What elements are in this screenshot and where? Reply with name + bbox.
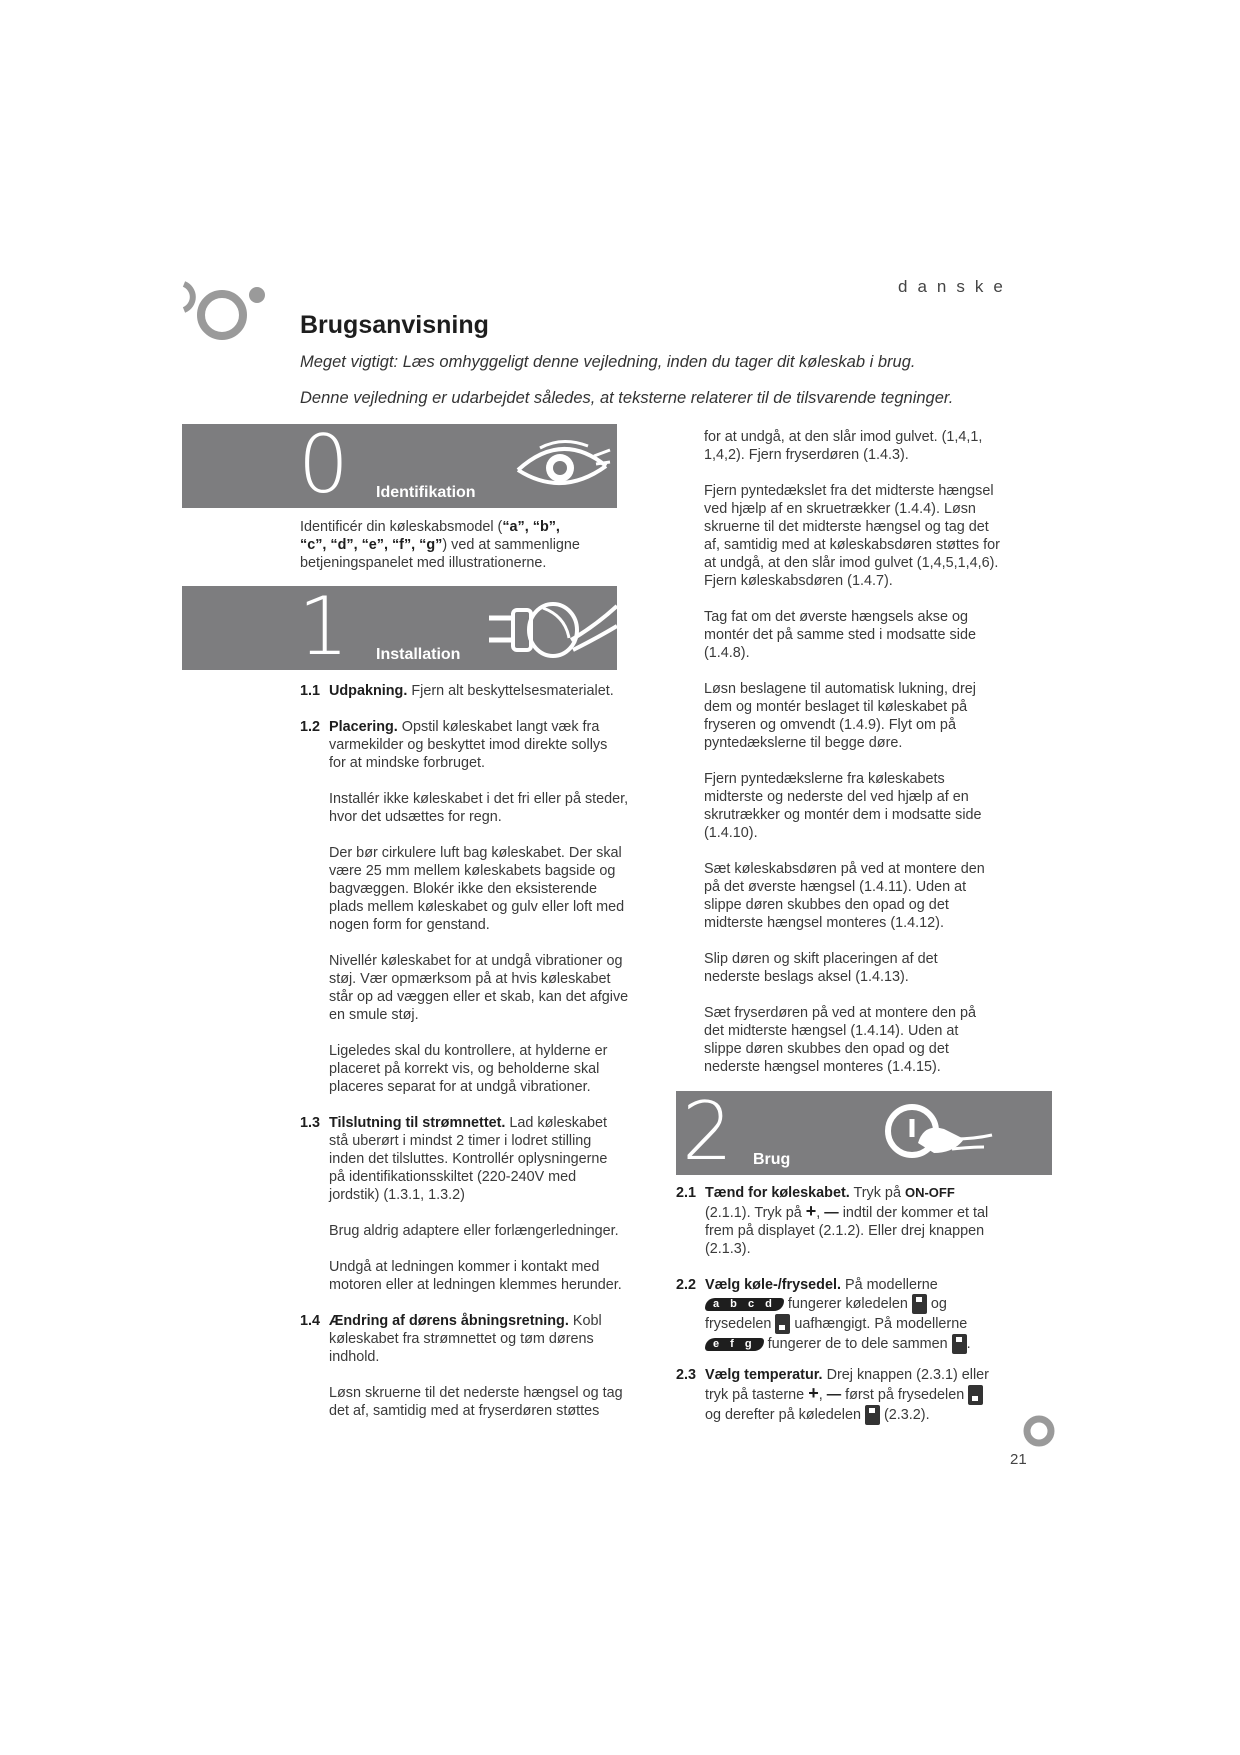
language-label: danske: [898, 277, 1013, 296]
brand-logo-icon: [178, 278, 278, 348]
item-1-3-para-2: Brug aldrig adaptere eller forlængerledninger.: [329, 1223, 619, 1239]
combined-compartment-icon: [952, 1334, 967, 1354]
freezer-compartment-icon: [968, 1385, 983, 1405]
page-title: Brugsanvisning: [300, 311, 489, 339]
on-off-button-label: ON-OFF: [904, 1185, 955, 1200]
section-number: 1: [298, 580, 349, 673]
item-1-2-para-2: Installér ikke køleskabet i det fri eller på steder, hvor det udsættes for regn.: [329, 791, 629, 826]
right-para-7: Slip døren og skift placeringen af det nederste beslags aksel (1.4.13).: [704, 951, 938, 986]
right-para-6: Sæt køleskabsdøren på ved at montere den på det øverste hængsel (1.4.11). Uden at slippe døren skubbes den opad og det midterste hængsel monteres (1.4.12).: [704, 861, 985, 932]
model-chip-abcd: a b c d: [705, 1298, 784, 1311]
fridge-compartment-icon: [865, 1405, 880, 1425]
intro-important: Meget vigtigt: Læs omhyggeligt denne vejledning, inden du tager dit køleskab i brug.: [300, 353, 916, 371]
identification-text: Identificér din køleskabsmodel (“a”, “b”, “c”, “d”, “e”, “f”, “g”) ved at sammenligne betjeningspanelet med illustrationerne.: [300, 519, 580, 572]
page-corner-circle-icon: [1022, 1414, 1056, 1448]
right-para-4: Løsn beslagene til automatisk lukning, drej dem og montér beslaget til køleskabet på fryseren og omvendt (1.4.9). Flyt om på pyntedækslerne til begge døre.: [704, 681, 976, 752]
section-installation-header: [182, 580, 617, 673]
minus-key-icon: —: [824, 1205, 839, 1222]
section-number: 2: [682, 1085, 733, 1178]
item-1-4-para-2: Løsn skruerne til det nederste hængsel og tag det af, samtidig med at fryserdøren støttes: [329, 1385, 623, 1420]
plus-key-icon: +: [808, 1383, 819, 1404]
right-para-2: Fjern pyntedækslet fra det midterste hængsel ved hjælp af en skruetrækker (1.4.4). Løsn skruerne til det midterste hængsel og tag det af, samtidig med at køleskabsdøren støttes for at undgå, at den slår imod gulvet (1,4,5,1,4,6). Fjern køleskabsdøren (1.4.7).: [704, 483, 1000, 590]
item-1-2-para-4: Nivellér køleskabet for at undgå vibrationer og støj. Vær opmærksom på at hvis køleskabet står op ad væggen eller et skab, kan det afgive en smule støj.: [329, 953, 629, 1024]
item-1-3-para-3: Undgå at ledningen kommer i kontakt med motoren eller at ledningen klemmes herunder.: [329, 1259, 622, 1294]
page-number: 21: [1010, 1451, 1027, 1468]
intro-note: Denne vejledning er udarbejdet således, at teksterne relaterer til de tilsvarende tegninger.: [300, 389, 954, 407]
right-para-8: Sæt fryserdøren på ved at montere den på det midterste hængsel (1.4.14). Uden at slippe døren skubbes den opad og det nederste hængsel monteres (1.4.15).: [704, 1005, 976, 1076]
section-use-header: [676, 1085, 1052, 1178]
section-identification-header: [182, 418, 617, 511]
model-chip-efg: e f g: [705, 1338, 764, 1351]
fridge-compartment-icon: [912, 1294, 927, 1314]
item-1-2-para-5: Ligeledes skal du kontrollere, at hylderne er placeret på korrekt vis, og beholderne skal placeres separat for at undgå vibrationer.: [329, 1043, 608, 1096]
finger-button-icon: [884, 1103, 994, 1163]
minus-key-icon: —: [826, 1387, 842, 1404]
item-1-2-para-3: Der bør cirkulere luft bag køleskabet. Der skal være 25 mm mellem køleskabets bagside og bagvæggen. Blokér ikke den eksisterende plads mellem køleskabet og gulv eller loft med nogen form for genstand.: [329, 845, 625, 934]
eye-icon: [512, 436, 612, 494]
plug-icon: [487, 596, 619, 664]
section-number: 0: [298, 418, 349, 511]
right-para-5: Fjern pyntedækslerne fra køleskabets midterste og nederste del ved hjælp af en skrutrækker og montér dem i modsatte side (1.4.10).: [704, 771, 982, 842]
right-para-3: Tag fat om det øverste hængsels akse og montér det på samme sted i modsatte side (1.4.8).: [704, 609, 976, 662]
plus-key-icon: +: [805, 1201, 817, 1222]
freezer-compartment-icon: [775, 1314, 790, 1334]
right-para-1: for at undgå, at den slår imod gulvet. (1,4,1, 1,4,2). Fjern fryserdøren (1.4.3).: [704, 429, 983, 464]
section-title: Installation: [376, 646, 461, 663]
section-title: Brug: [753, 1151, 791, 1168]
section-title: Identifikation: [376, 484, 476, 501]
